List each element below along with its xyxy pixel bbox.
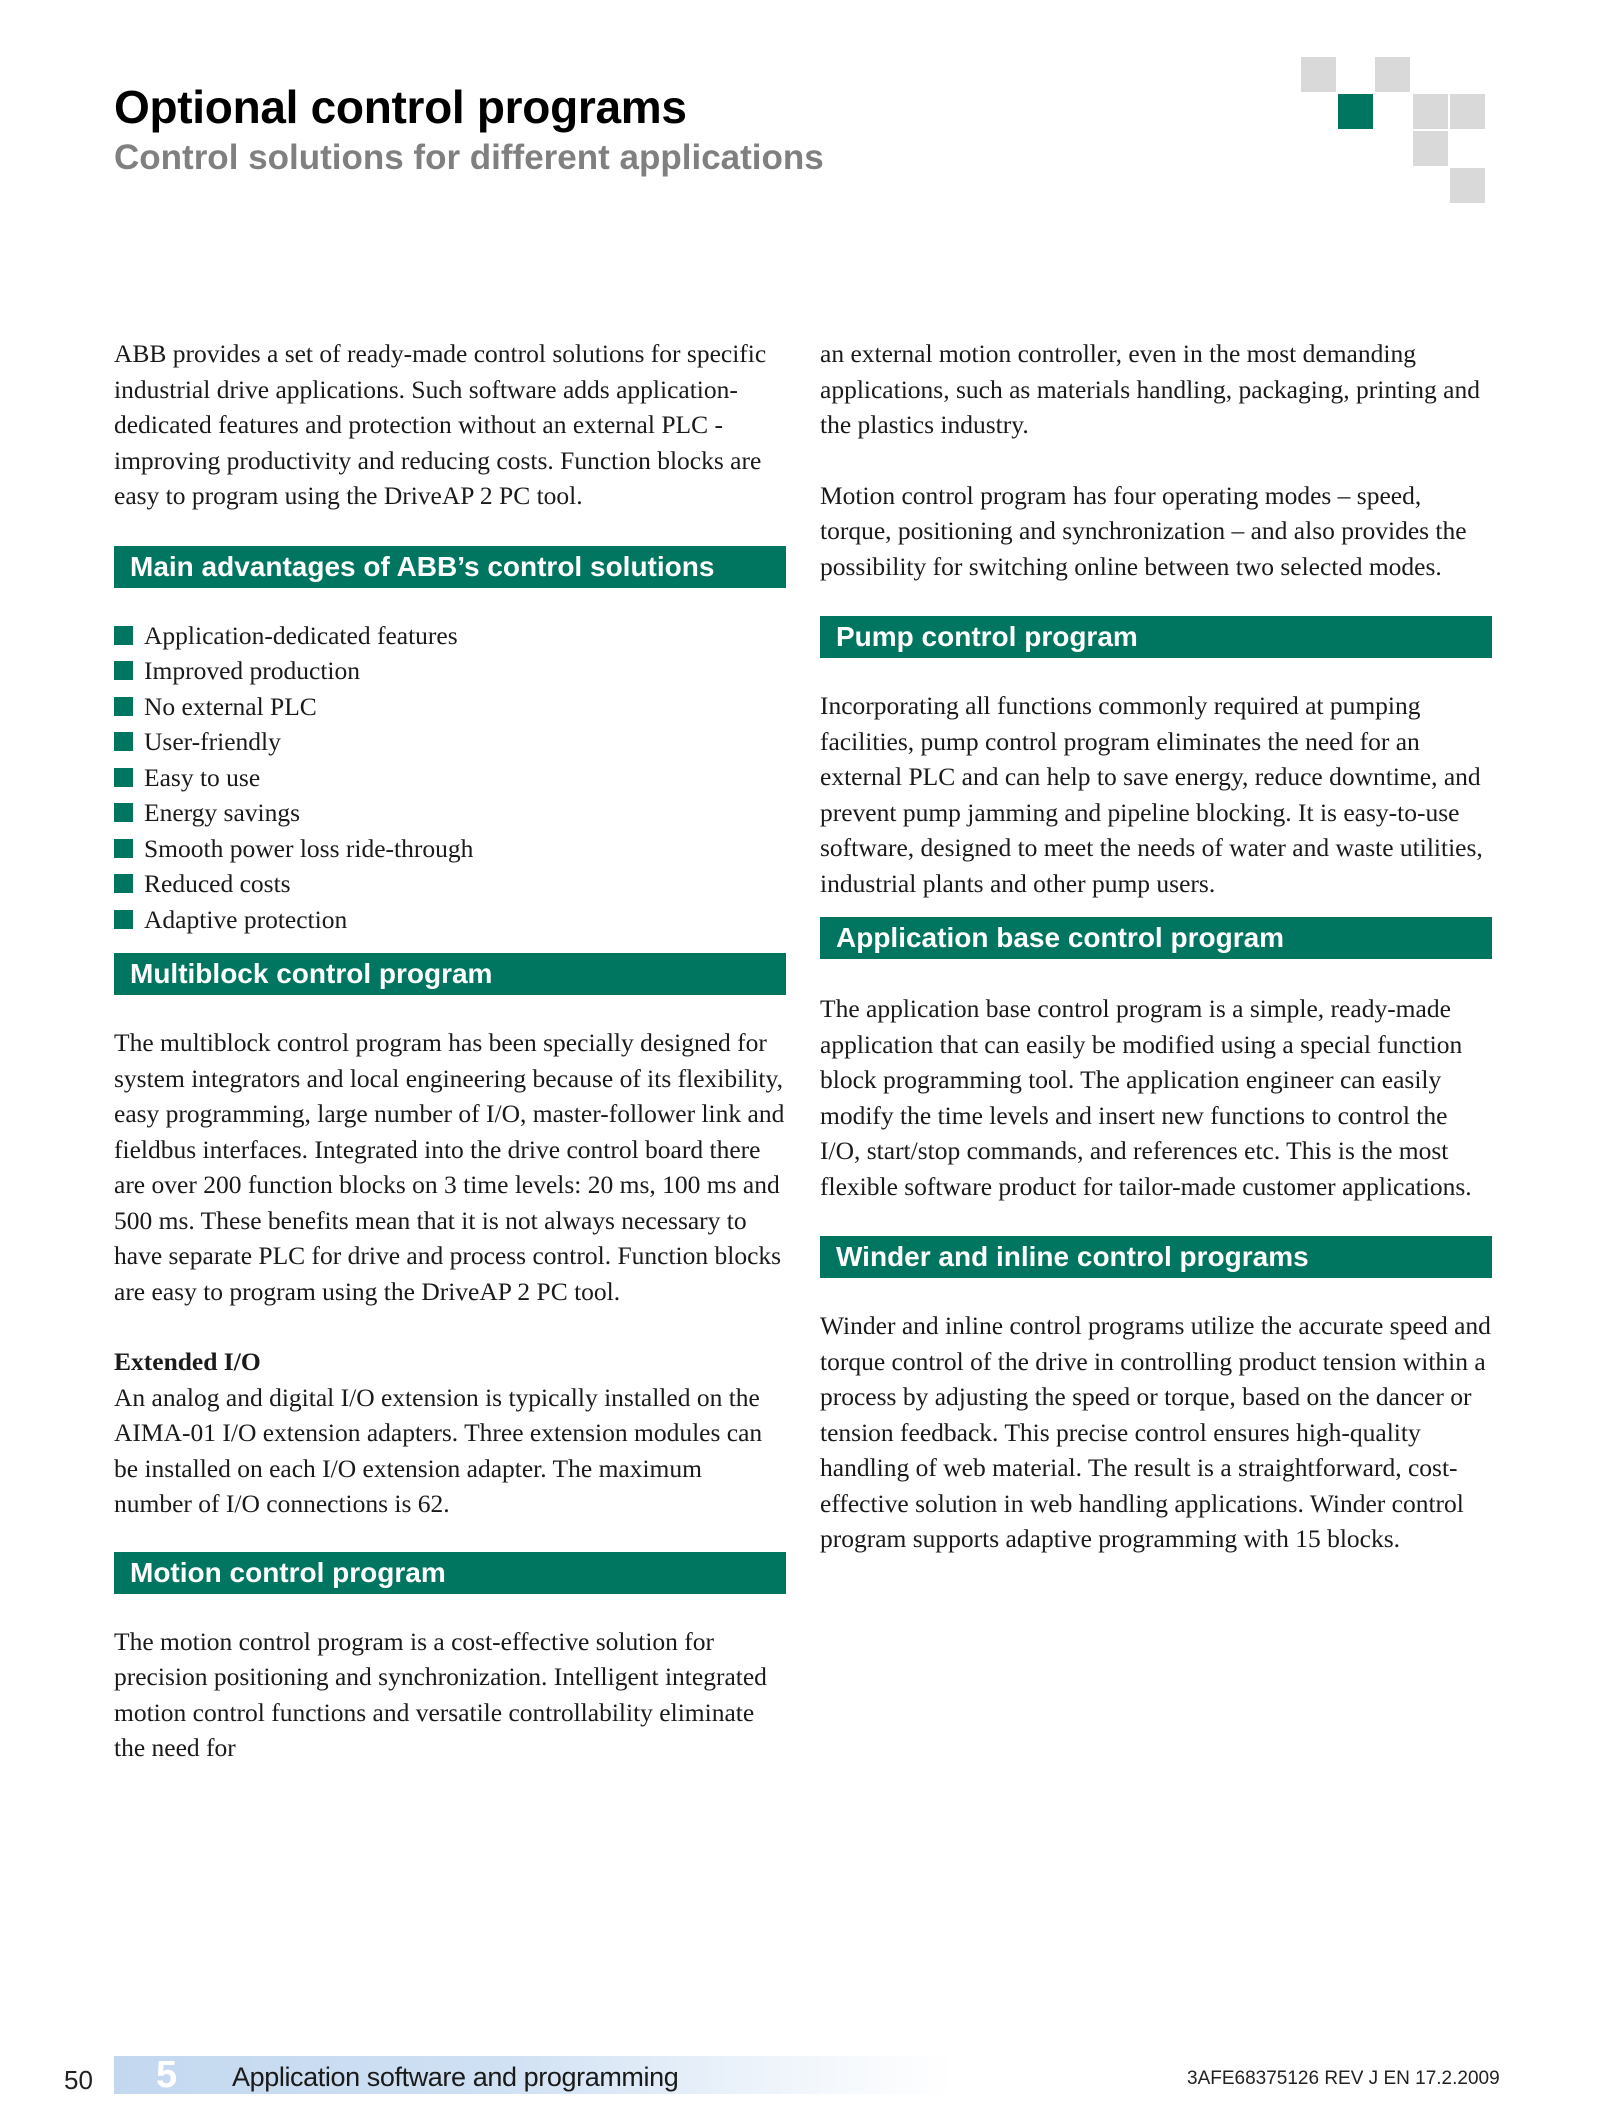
decor-square-icon — [1450, 168, 1485, 203]
decor-square-icon — [1413, 131, 1448, 166]
list-item: Application-dedicated features — [114, 618, 786, 654]
square-bullet-icon — [114, 768, 133, 787]
motion-heading: Motion control program — [114, 1552, 786, 1594]
list-item: User-friendly — [114, 724, 786, 760]
square-bullet-icon — [114, 910, 133, 929]
advantages-list — [114, 618, 786, 938]
square-bullet-icon — [114, 661, 133, 680]
decor-square-icon — [1375, 57, 1410, 92]
multiblock-paragraph: The multiblock control program has been specially designed for system integrators and local engineering because of its flexibility, easy programming, large number of I/O, master-follower link and fieldbus interfaces. Integrated into the drive control board there are over 200 function blocks on 3 time levels: 20 ms, 100 ms and 500 ms. These benefits mean that it is not always necessary to have separate PLC for drive and process control. Function blocks are easy to program using the DriveAP 2 PC tool. — [114, 1028, 785, 1306]
left-column — [114, 336, 786, 1766]
page-title: Optional control programs — [114, 81, 687, 133]
decor-square-icon — [1301, 57, 1336, 92]
advantages-heading: Main advantages of ABB’s control solutions — [114, 546, 786, 588]
motion-modes-paragraph: Motion control program has four operating modes – speed, torque, positioning and synchronization – and also provides the possibility for switching online between two selected modes. — [820, 480, 1467, 581]
list-item: Smooth power loss ride-through — [114, 831, 786, 867]
winder-heading: Winder and inline control programs — [820, 1236, 1492, 1278]
winder-paragraph: Winder and inline control programs utilize the accurate speed and torque control of the drive in controlling product tension within a process by adjusting the speed or torque, based on the dancer or tension feedback. This precise control ensures high-quality handling of web material. The result is a straightforward, cost-effective solution in web handling applications. Winder control program supports adaptive programming with 15 blocks. — [820, 1311, 1491, 1553]
decor-square-icon — [1413, 94, 1448, 129]
pump-paragraph: Incorporating all functions commonly required at pumping facilities, pump control program eliminates the need for an external PLC and can help to save energy, reduce downtime, and prevent pump jamming and pipeline blocking. It is easy-to-use software, designed to meet the needs of water and waste utilities, industrial plants and other pump users. — [820, 691, 1483, 898]
multiblock-heading: Multiblock control program — [114, 953, 786, 995]
list-item: Adaptive protection — [114, 902, 786, 938]
square-bullet-icon — [114, 732, 133, 751]
list-item: Reduced costs — [114, 866, 786, 902]
decor-square-accent-icon — [1338, 94, 1373, 129]
square-bullet-icon — [114, 803, 133, 822]
pump-heading: Pump control program — [820, 616, 1492, 658]
list-item: Energy savings — [114, 795, 786, 831]
document-code: 3AFE68375126 REV J EN 17.2.2009 — [1187, 2068, 1500, 2089]
right-column — [820, 336, 1492, 1557]
app-base-paragraph: The application base control program is a simple, ready-made application that can easily be modified using a special function block programming tool. The application engineer can easily modify the time levels and insert new functions to control the I/O, start/stop commands, and references etc. This is the most flexible software product for tailor-made customer applications. — [820, 994, 1472, 1201]
page-subtitle: Control solutions for different applications — [114, 138, 824, 177]
motion-paragraph-start: The motion control program is a cost-effective solution for precision positioning and synchronization. Intelligent integrated motion control functions and versatile controllability eliminate the need for — [114, 1626, 767, 1762]
square-bullet-icon — [114, 626, 133, 645]
list-item: No external PLC — [114, 689, 786, 725]
list-item: Easy to use — [114, 760, 786, 796]
decor-square-icon — [1450, 94, 1485, 129]
square-bullet-icon — [114, 874, 133, 893]
motion-paragraph-continued: an external motion controller, even in the most demanding applications, such as materials handling, packaging, printing and the plastics industry. — [820, 339, 1480, 439]
square-bullet-icon — [114, 839, 133, 858]
page-number: 50 — [64, 2065, 93, 2095]
section-title: Application software and programming — [232, 2062, 679, 2092]
extended-io-paragraph: An analog and digital I/O extension is typically installed on the AIMA-01 I/O extension adapters. Three extension modules can be installed on each I/O extension adapter. The maximum number of I/O connections is 62. — [114, 1382, 763, 1518]
extended-io-heading: Extended I/O — [114, 1347, 261, 1376]
intro-paragraph: ABB provides a set of ready-made control solutions for specific industrial drive applications. Such software adds application-dedicated features and protection without an external PLC - improving productivity and reducing costs. Function blocks are easy to program using the DriveAP 2 PC tool. — [114, 339, 767, 510]
list-item: Improved production — [114, 653, 786, 689]
app-base-heading: Application base control program — [820, 917, 1492, 959]
chapter-number: 5 — [156, 2054, 178, 2096]
square-bullet-icon — [114, 697, 133, 716]
